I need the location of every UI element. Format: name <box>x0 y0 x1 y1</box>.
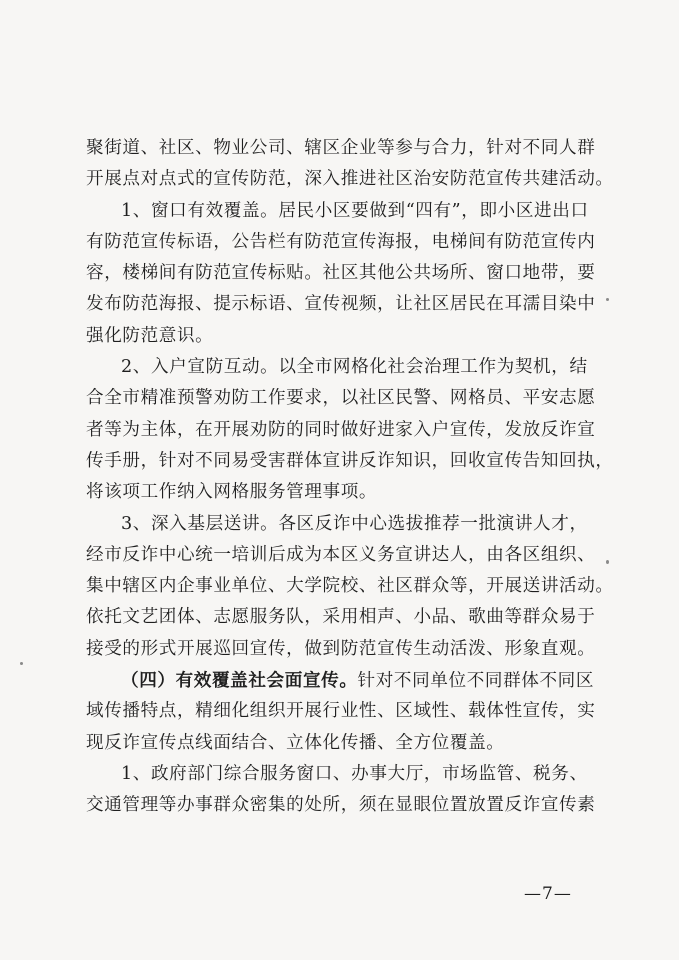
text-line: 开展点对点式的宣传防范，深入推进社区治安防范宣传共建活动。 <box>86 169 614 190</box>
text-line: 容，楼梯间有防范宣传标贴。社区其他公共场所、窗口地带，要 <box>86 263 596 284</box>
text-line: 现反诈宣传点线面结合、立体化传播、全方位覆盖。 <box>86 732 505 753</box>
text-line: 依托文艺团体、志愿服务队，采用相声、小品、歌曲等群众易于 <box>86 607 596 628</box>
text-line: 者等为主体，在开展劝防的同时做好进家入户宣传，发放反诈宣 <box>86 419 596 440</box>
text-line: 发布防范海报、提示标语、宣传视频，让社区居民在耳濡目染中 <box>86 294 596 315</box>
text-line: 传手册，针对不同易受害群体宣讲反诈知识，回收宣传告知回执， <box>86 450 614 471</box>
text-line: 集中辖区内企事业单位、大学院校、社区群众等，开展送讲活动。 <box>86 576 614 597</box>
page-number: —7— <box>524 884 572 904</box>
text-line: 3、深入基层送讲。各区反诈中心选拔推荐一批演讲人才， <box>121 513 588 534</box>
scan-speck <box>606 560 609 564</box>
text-line <box>86 665 606 696</box>
text-line: 1、窗口有效覆盖。居民小区要做到“四有”，即小区进出口 <box>121 200 589 221</box>
text-line: 经市反诈中心统一培训后成为本区义务宣讲达人，由各区组织、 <box>86 544 596 565</box>
text-line: 接受的形式开展巡回宣传，做到防范宣传生动活泼、形象直观。 <box>86 638 596 659</box>
text-line: 聚街道、社区、物业公司、辖区企业等参与合力，针对不同人群 <box>86 138 596 158</box>
section-heading: （四）有效覆盖社会面宣传。 <box>121 670 358 692</box>
text-line: 域传播特点，精细化组织开展行业性、区域性、载体性宣传，实 <box>86 701 596 722</box>
text-run: 针对不同单位不同群体不同区 <box>357 671 595 692</box>
text-line: 合全市精准预警劝防工作要求，以社区民警、网格员、平安志愿 <box>86 388 596 409</box>
text-line: 交通管理等办事群众密集的处所，须在显眼位置放置反诈宣传素 <box>86 795 596 816</box>
scan-speck <box>606 298 609 301</box>
text-line: 2、入户宣防互动。以全市网格化社会治理工作为契机，结 <box>121 357 588 378</box>
body-text <box>86 133 614 822</box>
text-line: 强化防范意识。 <box>86 325 214 346</box>
text-line: 将该项工作纳入网格服务管理事项。 <box>86 482 378 503</box>
text-line: 1、政府部门综合服务窗口、办事大厅，市场监管、税务、 <box>121 763 588 784</box>
text-line: 有防范宣传标语，公告栏有防范宣传海报，电梯间有防范宣传内 <box>86 231 596 252</box>
scan-speck <box>20 662 23 665</box>
